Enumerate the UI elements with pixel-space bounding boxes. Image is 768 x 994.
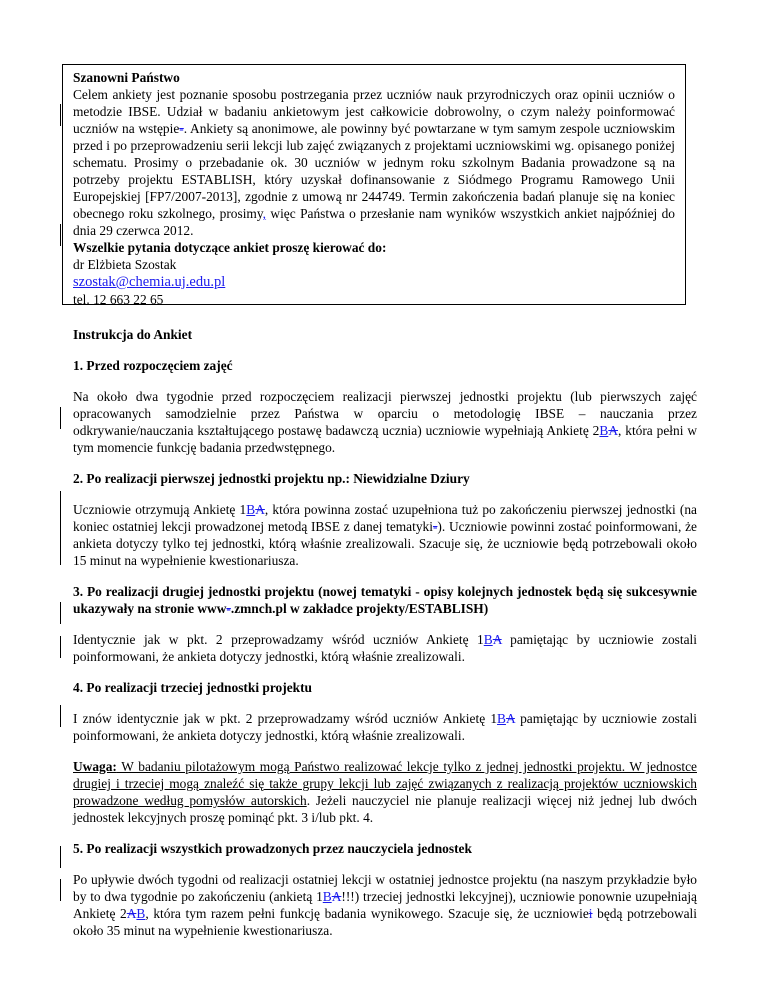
section-1-text: Na około dwa tygodnie przed rozpoczęciem realizacji pierwszej jednostki projektu (lub pierwszych zajęć opracowanych samodzielnie przez Państwa w oparciu o metodologię IBSE – nauczania przez odkrywanie/nauczania kształtującego postawę badawczą ucznia) uczniowie wypełniają Ankietę 2BA, która pełni w tym momencie funkcję badania przedwstępnego. [73,389,697,455]
intro-body: Celem ankiety jest poznanie sposobu postrzegania przez uczniów nauk przyrodniczych oraz opinii uczniów o metodzie IBSE. Udział w badaniu ankietowym jest całkowicie dobrowolny, o czym należy poinformować uczniów na wstępie-. Ankiety są anonimowe, ale powinny być powtarzane w tym samym zespole uczniowskim przed i po przeprowadzeniu serii lekcji lub zajęć związanych z projektami uczniowskimi wg. opisanego poniżej schematu. Prosimy o przebadanie ok. 30 uczniów w jednym roku szkolnym Badania prowadzone są na potrzeby projektu ESTABLISH, który uzyskał dofinansowanie z Siódmego Programu Ramowego Unii Europejskiej [FP7/2007-2013], zgodnie z umową nr 244749. Termin zakończenia badań planuje się na koniec obecnego roku szkolnego, prosimy, więc Państwa o przesłanie nam wyników wszystkich ankiet najpóźniej do dnia 29 czerwca 2012. [73,87,676,238]
section-4-text: I znów identycznie jak w pkt. 2 przeprowadzamy wśród uczniów Ankietę 1BA pamiętając by uczniowie zostali poinformowani, że ankieta dotyczy jednostki, którą właśnie zrealizowali. [73,711,697,743]
contact-name: dr Elżbieta Szostak [73,257,177,272]
change-bar [60,224,61,246]
change-bar [60,846,61,868]
section-2-text: Uczniowie otrzymują Ankietę 1BA, która powinna zostać uzupełniona tuż po zakończeniu pierwszej jednostki (na koniec ostatniej lekcji prowadzonej metodą IBSE z danej tematyki-). Uczniowie powinni zostać poinformowani, że ankieta dotyczy tylko tej jednostki, którą właśnie zrealizowali. Szacuje się, że uczniowie będą potrzebowali około 15 minut na wypełnienie kwestionariusza. [73,502,697,568]
contact-email-link[interactable]: szostak@chemia.uj.edu.pl [73,274,226,290]
section-3-heading: 3. Po realizacji drugiej jednostki projektu (nowej tematyki - opisy kolejnych jednostek będą się sukcesywnie ukazywały na stronie www-.zmnch.pl w zakładce projekty/ESTABLISH) [73,584,697,616]
section-1-heading: 1. Przed rozpoczęciem zajęć [73,358,233,373]
change-bar [60,636,61,658]
contact-heading: Wszelkie pytania dotyczące ankiet proszę kierować do: [73,240,387,255]
section-5-text: Po upływie dwóch tygodni od realizacji ostatniej lekcji w ostatniej jednostce projektu (na naszym przykładzie było by to dwa tygodnie po zakończeniu (ankietą 1BA!!!) trzeciej jednostki lekcyjnej), uczniowie ponownie uzupełniają Ankietę 2AB, która tym razem pełni funkcję badania wynikowego. Szacuje się, że uczniowiei będą potrzebowali około 35 minut na wypełnienie kwestionariusza. [73,872,697,938]
change-bar [60,104,61,126]
contact-phone: tel. 12 663 22 65 [73,292,164,307]
note: Uwaga: W badaniu pilotażowym mogą Państwo realizować lekcje tylko z jednej jednostki projektu. W jednostce drugiej i trzeciej mogą znaleźć się także grupy lekcji lub zajęć związanych z realizacją projektów uczniowskich prowadzone według pomysłów autorskich. Jeżeli nauczyciel nie planuje realizacji więcej niż jednej lub dwóch jednostek lekcyjnych proszę pominąć pkt. 3 i/lub pkt. 4. [73,759,697,825]
change-bar [60,407,61,429]
change-bar [60,491,61,565]
intro-box [62,64,686,305]
instructions [73,326,697,953]
section-4-heading: 4. Po realizacji trzeciej jednostki projektu [73,680,312,695]
instructions-title: Instrukcja do Ankiet [73,327,193,342]
section-3-text: Identycznie jak w pkt. 2 przeprowadzamy wśród uczniów Ankietę 1BA pamiętając by uczniowie zostali poinformowani, że ankieta dotyczy jednostki, którą właśnie zrealizowali. [73,632,697,664]
change-bar [60,602,61,624]
greeting: Szanowni Państwo [73,70,180,85]
section-2-heading: 2. Po realizacji pierwszej jednostki projektu np.: Niewidzialne Dziury [73,471,470,486]
change-bar [60,705,61,727]
section-5-heading: 5. Po realizacji wszystkich prowadzonych przez nauczyciela jednostek [73,841,472,856]
change-bar [60,879,61,901]
